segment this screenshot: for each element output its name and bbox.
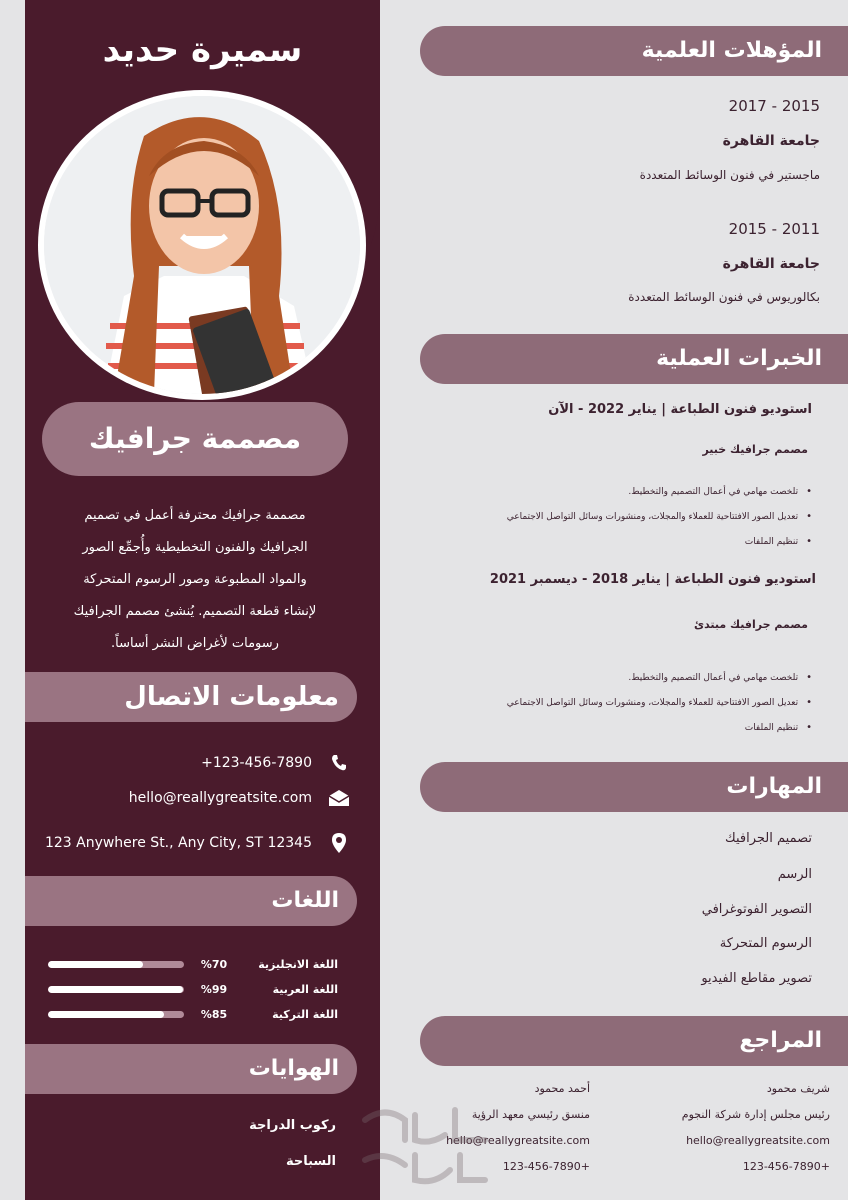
skills-header: المهارات [420, 762, 848, 812]
experience-role: مصمم جرافيك خبير [702, 443, 808, 456]
language-bar [48, 986, 184, 993]
language-name: اللغة الانجليزية [258, 957, 338, 971]
education-years: 2015 - 2017 [728, 97, 820, 115]
language-bar-fill [48, 961, 143, 968]
language-percent: %85 [200, 1007, 228, 1021]
languages-header: اللغات [25, 876, 357, 926]
references-header: المراجع [420, 1016, 848, 1066]
education-years: 2011 - 2015 [728, 220, 820, 238]
skill-item: تصوير مقاطع الفيديو [701, 971, 812, 986]
contact-address: 123 Anywhere St., Any City, ST 12345 [44, 835, 312, 851]
education-university: جامعة القاهرة [722, 133, 820, 149]
profile-photo [44, 96, 360, 394]
skill-item: الرسوم المتحركة [719, 936, 812, 951]
hobbies-header: الهوايات [25, 1044, 357, 1094]
reference-name: شريف محمود [766, 1082, 830, 1095]
education-degree: ماجستير في فنون الوسائط المتعددة [639, 168, 820, 182]
language-bar [48, 961, 184, 968]
envelope-icon [328, 787, 350, 809]
about-text: مصممة جرافيك محترفة أعمل في تصميم الجرافيك والفنون التخطيطية وأُجمِّع الصور والمواد المطبوعة وصور الرسوم المتحركة لإنشاء قطعة التصميم. يُنشئ مصمم الجرافيك رسومات لأغراض النشر أساساً. [73, 508, 317, 651]
list-item: • تنظيم الملفات [507, 529, 812, 554]
reference-phone: +123-456-7890 [502, 1160, 590, 1173]
job-title: مصممة جرافيك [42, 402, 348, 476]
experience-bullets [507, 479, 812, 554]
contact-email-row [40, 787, 350, 809]
language-bar [48, 1011, 184, 1018]
profile-name: سميرة حديد [102, 30, 303, 70]
contact-address-row [40, 832, 350, 854]
phone-icon [328, 752, 350, 774]
hobby-item: السباحة [285, 1154, 336, 1169]
language-percent: %99 [200, 982, 228, 996]
contact-phone-row [40, 752, 350, 774]
skill-item: الرسم [777, 867, 812, 882]
language-bar-fill [48, 986, 183, 993]
reference-card [630, 1076, 830, 1180]
language-percent: %70 [200, 957, 228, 971]
language-name: اللغة العربية [272, 982, 338, 996]
education-university: جامعة القاهرة [722, 256, 820, 272]
language-row [48, 1006, 338, 1022]
reference-name: أحمد محمود [534, 1082, 590, 1095]
language-name: اللغة التركية [272, 1007, 338, 1021]
experience-role: مصمم جرافيك مبتدئ [693, 618, 808, 631]
watermark-logo [355, 1100, 495, 1190]
reference-email: hello@reallygreatsite.com [686, 1134, 830, 1147]
list-item: • تلخصت مهامي في أعمال التصميم والتخطيط. [507, 665, 812, 690]
reference-phone: +123-456-7890 [742, 1160, 830, 1173]
reference-email: hello@reallygreatsite.com [446, 1134, 590, 1147]
location-pin-icon [328, 832, 350, 854]
reference-position: منسق رئيسي معهد الرؤية [471, 1108, 590, 1121]
experience-company: استوديو فنون الطباعة | يناير 2022 - الآن [548, 402, 812, 417]
hobby-item: ركوب الدراجة [249, 1118, 336, 1133]
reference-position: رئيس مجلس إدارة شركة النجوم [681, 1108, 830, 1121]
skill-item: التصوير الفوتوغرافي [701, 902, 812, 917]
education-degree: بكالوريوس في فنون الوسائط المتعددة [628, 290, 820, 304]
contact-header: معلومات الاتصال [25, 672, 357, 722]
education-header: المؤهلات العلمية [420, 26, 848, 76]
experience-bullets [507, 665, 812, 740]
contact-phone: +123-456-7890 [201, 755, 312, 771]
language-row [48, 956, 338, 972]
list-item: • تنظيم الملفات [507, 715, 812, 740]
list-item: • تعديل الصور الافتتاحية للعملاء والمجلات، ومنشورات وسائل التواصل الاجتماعي [507, 504, 812, 529]
list-item: • تلخصت مهامي في أعمال التصميم والتخطيط. [507, 479, 812, 504]
language-bar-fill [48, 1011, 164, 1018]
contact-email: hello@reallygreatsite.com [128, 790, 312, 806]
list-item: • تعديل الصور الافتتاحية للعملاء والمجلات، ومنشورات وسائل التواصل الاجتماعي [507, 690, 812, 715]
language-row [48, 981, 338, 997]
experience-company: استوديو فنون الطباعة | يناير 2018 - ديسمبر 2021 [489, 572, 816, 587]
skill-item: تصميم الجرافيك [725, 831, 812, 846]
experience-header: الخبرات العملية [420, 334, 848, 384]
